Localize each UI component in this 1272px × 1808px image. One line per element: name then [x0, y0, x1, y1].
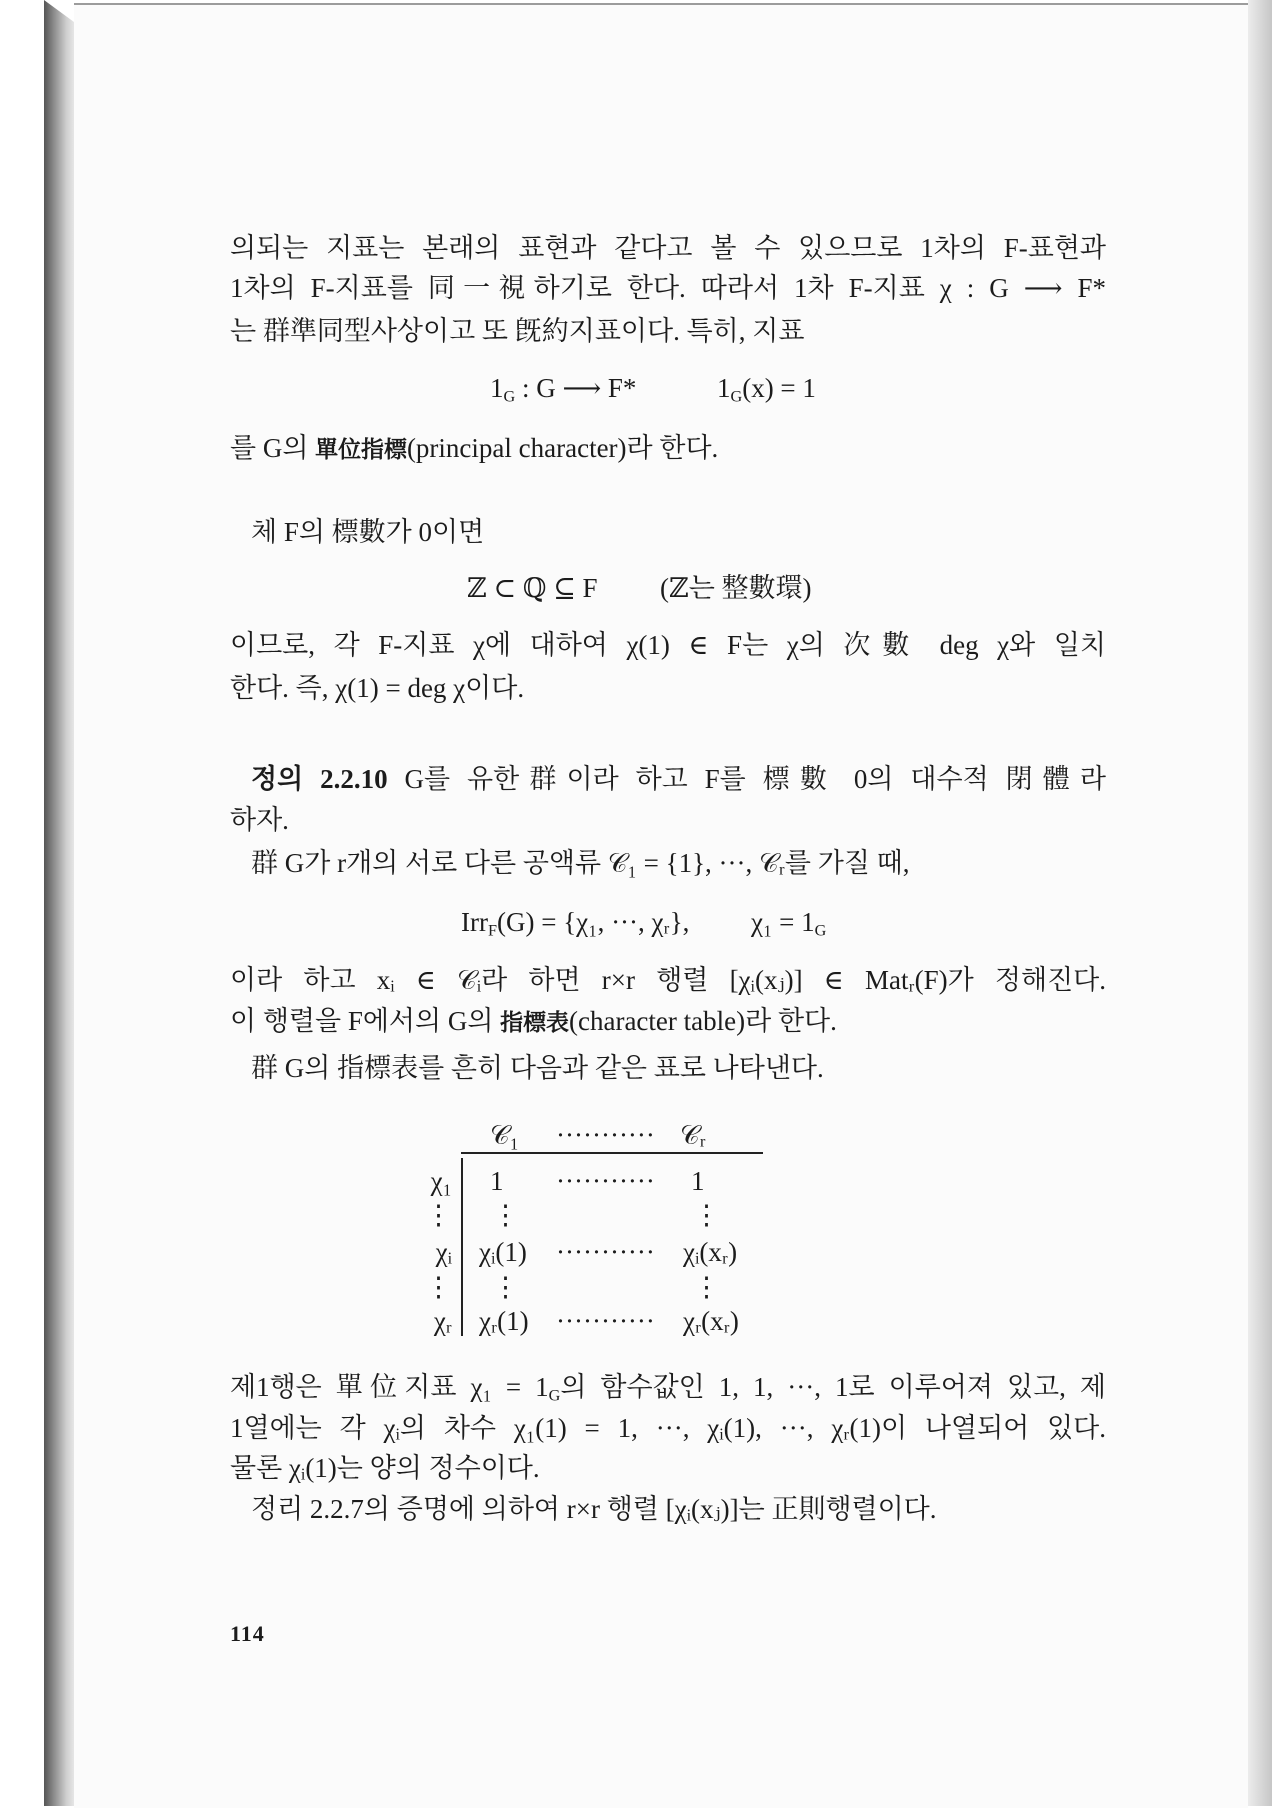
table-header-rule — [461, 1152, 763, 1154]
equation-subscript: F — [487, 921, 497, 940]
equation-number-inclusion: ℤ ⊂ ℚ ⊆ F — [467, 573, 598, 603]
text-line: 의되는 지표는 본래의 표현과 같다고 볼 수 있으므로 1차의 F-표현과 — [230, 233, 1106, 263]
table-header-class-r: 𝒞ᵣ — [680, 1120, 706, 1150]
equation-part: : G ⟶ F* — [515, 373, 637, 403]
text-line: 한다. 즉, χ(1) = deg χ이다. — [230, 673, 525, 703]
text-span: (character table)라 한다. — [569, 1006, 837, 1036]
definition-label: 정의 2.2.10 — [251, 764, 388, 794]
table-cell: 1 — [691, 1166, 705, 1196]
text-line — [230, 1003, 1106, 1041]
table-cell: ⋮ — [492, 1200, 519, 1230]
equation-part: (x) = 1 — [742, 373, 816, 403]
table-cell: χᵢ(1) — [479, 1237, 527, 1267]
equation-subscript: G — [730, 387, 743, 406]
text-span: 제1행은 單位지표 χ₁ = 1 — [230, 1372, 549, 1402]
table-cell: 1 — [490, 1166, 504, 1196]
text-line — [230, 1369, 1106, 1405]
table-cell: χᵣ(1) — [479, 1306, 529, 1336]
table-row-label: ⋮ — [425, 1272, 452, 1302]
text-line: 는 群準同型사상이고 또 旣約지표이다. 특히, 지표 — [230, 316, 805, 346]
equation-part: 1 — [490, 373, 504, 403]
table-header-class-1: 𝒞₁ — [490, 1120, 520, 1150]
text-line: 1열에는 각 χᵢ의 차수 χ₁(1) = 1, ···, χᵢ(1), ···, χᵣ(1)이 나열되어 있다. — [230, 1413, 1106, 1443]
text-span: 의 함수값인 1, 1, ···, 1로 이루어져 있고, 제 — [560, 1372, 1106, 1402]
table-cell: ⋮ — [693, 1272, 720, 1302]
table-cell: χᵣ(xᵣ) — [683, 1306, 739, 1336]
table-row-label: ⋮ — [425, 1200, 452, 1230]
text-line: 1차의 F-지표를 同一視하기로 한다. 따라서 1차 F-지표 χ : G ⟶ F* — [230, 273, 1106, 303]
table-row-label: χᵢ — [435, 1237, 452, 1267]
text-span: 이 행렬을 F에서의 G의 — [230, 1006, 501, 1036]
equation-part: Irr — [461, 907, 488, 937]
table-row-label: χᵣ — [433, 1306, 452, 1336]
equation-principal-character-map — [490, 370, 636, 406]
table-cell: ⋮ — [693, 1200, 720, 1230]
page-edge-shadow — [1248, 0, 1272, 1806]
equation-subscript: G — [548, 1386, 561, 1405]
table-label-rule — [461, 1158, 463, 1336]
table-cell: χᵢ(xᵣ) — [683, 1237, 738, 1267]
bold-term: 單位指標 — [315, 437, 407, 462]
text-line: 群 G가 r개의 서로 다른 공액류 𝒞₁ = {1}, ···, 𝒞ᵣ를 가질 때, — [251, 848, 910, 878]
text-span: 를 G의 — [230, 433, 316, 463]
text-line: 물론 χᵢ(1)는 양의 정수이다. — [230, 1453, 540, 1483]
text-line — [230, 430, 1106, 468]
text-line: 체 F의 標數가 0이면 — [251, 517, 485, 547]
equation-irreducible-characters — [461, 904, 689, 940]
equation-subscript: G — [503, 387, 516, 406]
page-number: 114 — [230, 1621, 265, 1646]
equation-subscript: G — [814, 921, 827, 940]
equation-principal-character-value — [717, 370, 816, 406]
table-cell-dots: ··········· — [556, 1166, 655, 1196]
text-line: 하자. — [230, 805, 289, 835]
equation-note: (ℤ는 整數環) — [660, 573, 812, 603]
bold-term: 指標表 — [500, 1010, 569, 1035]
equation-part: 1 — [717, 373, 731, 403]
text-line: 이므로, 각 F-지표 χ에 대하여 χ(1) ∈ F는 χ의 次數 deg χ와 일치 — [230, 630, 1106, 660]
text-line: 이라 하고 xᵢ ∈ 𝒞ᵢ라 하면 r×r 행렬 [χᵢ(xⱼ)] ∈ Matᵣ(F)가 정해진다. — [230, 965, 1106, 995]
equation-trivial-character — [751, 904, 826, 940]
table-cell: ⋮ — [492, 1272, 519, 1302]
text-span: (principal character)라 한다. — [406, 433, 719, 463]
book-spine-shadow — [44, 0, 74, 1806]
text-line: 群 G의 指標表를 흔히 다음과 같은 표로 나타낸다. — [251, 1053, 824, 1083]
text-span: G를 유한群이라 하고 F를 標數 0의 대수적 閉體라 — [387, 764, 1106, 794]
equation-part: χ₁ = 1 — [751, 907, 815, 937]
text-line: 정리 2.2.7의 증명에 의하여 r×r 행렬 [χᵢ(xⱼ)]는 正則행렬이다. — [251, 1494, 937, 1524]
table-header-dots: ··········· — [556, 1120, 655, 1150]
table-cell-dots: ··········· — [556, 1237, 655, 1267]
table-row-label: χ₁ — [430, 1166, 452, 1196]
table-cell-dots: ··········· — [556, 1306, 655, 1336]
equation-part: (G) = {χ₁, ···, χᵣ}, — [497, 907, 690, 937]
definition-heading-line — [251, 761, 1106, 797]
